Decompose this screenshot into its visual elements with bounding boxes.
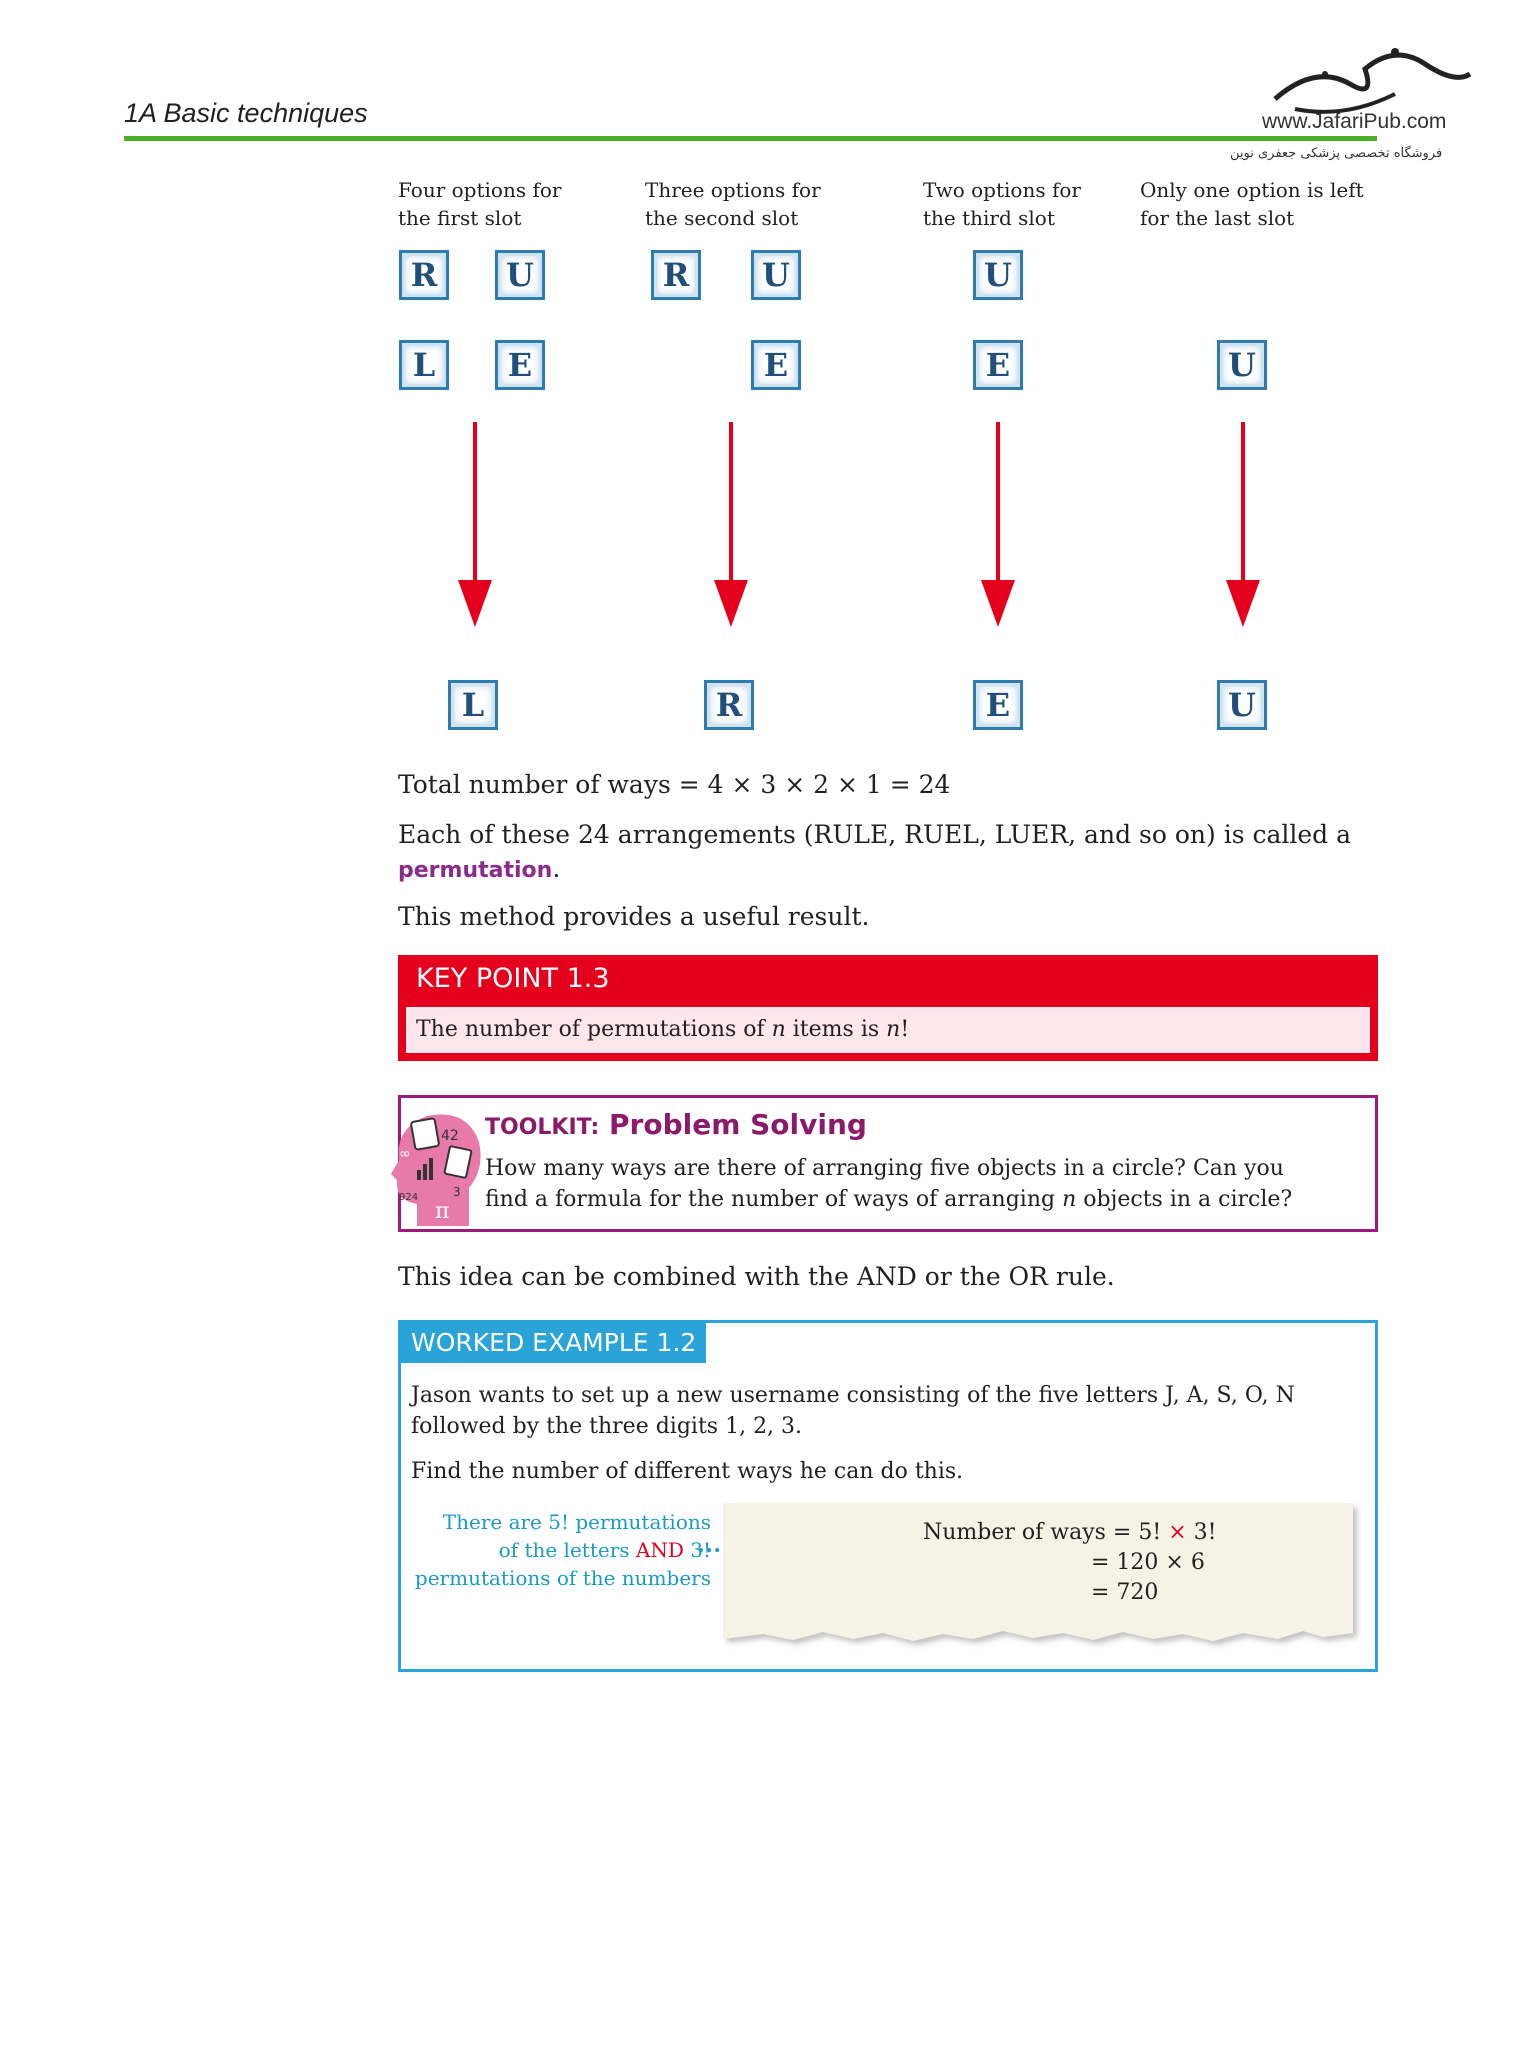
toolkit-box <box>398 1095 1378 1232</box>
svg-text:3: 3 <box>453 1185 461 1199</box>
svg-text:∞: ∞ <box>399 1146 411 1162</box>
key-point-statement: The number of permutations of n items is n! <box>406 1007 1370 1053</box>
svg-text:42: 42 <box>441 1128 459 1144</box>
key-point-heading: KEY POINT 1.3 <box>416 963 610 994</box>
letter-tile: U <box>495 250 545 300</box>
combine-rule-text: This idea can be combined with the AND or the OR rule. <box>398 1262 1115 1291</box>
slot-4-caption: Only one option is left for the last slot <box>1140 178 1364 230</box>
publisher-url: www.JafariPub.com <box>1262 110 1447 133</box>
solution-line-1: Number of ways = 5! × 3! <box>923 1520 1217 1545</box>
slot-1-caption: Four options for the first slot <box>398 178 562 230</box>
letter-tile: U <box>1217 340 1267 390</box>
chosen-letter-tile: U <box>1217 680 1267 730</box>
chosen-letter-tile: R <box>704 680 754 730</box>
solution-annotation: There are 5! permutations of the letters AND 3! permutations of the numbers <box>414 1510 711 1590</box>
method-text: This method provides a useful result. <box>398 902 870 931</box>
toolkit-heading: TOOLKIT: Problem Solving <box>485 1108 867 1141</box>
solution-line-2: = 120 × 6 <box>1091 1550 1205 1575</box>
solution-line-3: = 720 <box>1091 1580 1159 1605</box>
chosen-letter-tile: E <box>973 680 1023 730</box>
letter-tile: U <box>973 250 1023 300</box>
worked-example-question: Jason wants to set up a new username consisting of the five letters J, A, S, O, N followed by the three digits 1, 2, 3. <box>411 1383 1295 1439</box>
total-ways-equation: Total number of ways = 4 × 3 × 2 × 1 = 24 <box>398 770 951 799</box>
toolkit-question: How many ways are there of arranging five objects in a circle? Can you find a formula for the number of ways of arranging n objects in a circle? <box>485 1156 1293 1212</box>
letter-tile: U <box>751 250 801 300</box>
problem-solving-head-icon <box>387 1108 483 1226</box>
letter-tile: R <box>651 250 701 300</box>
permutation-term: permutation <box>398 858 553 883</box>
down-arrow-icon <box>458 422 492 627</box>
worked-example-box <box>398 1320 1378 1672</box>
letter-tile: L <box>399 340 449 390</box>
section-title: 1A Basic techniques <box>124 98 368 128</box>
down-arrow-icon <box>1226 422 1260 627</box>
letter-tile: E <box>495 340 545 390</box>
worked-example-heading: WORKED EXAMPLE 1.2 <box>401 1323 706 1363</box>
letter-tile: E <box>751 340 801 390</box>
letter-tile: E <box>973 340 1023 390</box>
svg-text:π: π <box>435 1199 450 1224</box>
worked-example-task: Find the number of different ways he can do this. <box>411 1459 964 1484</box>
header-rule <box>124 136 1377 141</box>
chosen-letter-tile: L <box>448 680 498 730</box>
permutation-definition: Each of these 24 arrangements (RULE, RUEL, LUER, and so on) is called a permutation. <box>398 820 1352 883</box>
slot-2-caption: Three options for the second slot <box>645 178 821 230</box>
letter-tile: R <box>399 250 449 300</box>
slot-3-caption: Two options for the third slot <box>923 178 1081 230</box>
svg-text:924: 924 <box>399 1192 419 1203</box>
down-arrow-icon <box>714 422 748 627</box>
down-arrow-icon <box>981 422 1015 627</box>
publisher-tagline: فروشگاه تخصصی پزشکی جعفری نوین <box>1230 146 1443 161</box>
key-point-box <box>398 955 1378 1061</box>
